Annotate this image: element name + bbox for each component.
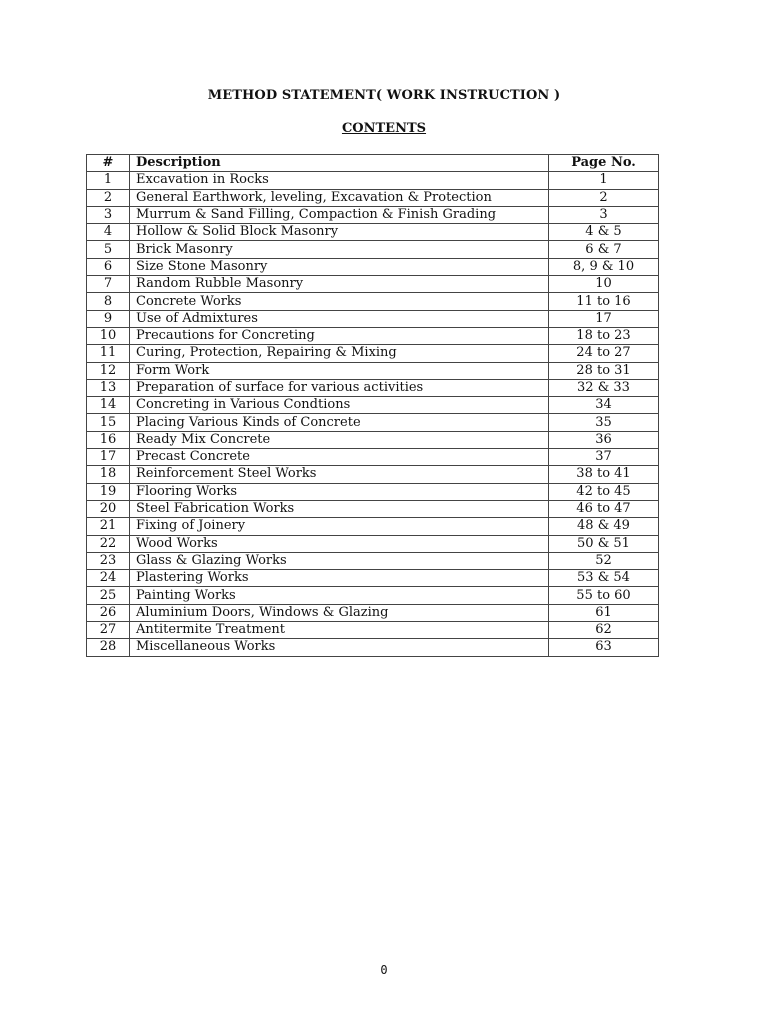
row-page-no: 52 xyxy=(549,552,659,569)
table-row xyxy=(87,431,659,448)
row-description: Flooring Works xyxy=(130,483,549,500)
table-row xyxy=(87,449,659,466)
row-page-no: 35 xyxy=(549,414,659,431)
table-header-row xyxy=(87,155,659,172)
row-number: 15 xyxy=(87,414,130,431)
row-page-no: 1 xyxy=(549,172,659,189)
table-row xyxy=(87,258,659,275)
row-number: 10 xyxy=(87,327,130,344)
table-row xyxy=(87,518,659,535)
table-row xyxy=(87,535,659,552)
row-description: Curing, Protection, Repairing & Mixing xyxy=(130,345,549,362)
header-description: Description xyxy=(130,155,549,172)
row-description: Size Stone Masonry xyxy=(130,258,549,275)
table-row xyxy=(87,327,659,344)
table-row xyxy=(87,397,659,414)
table-row xyxy=(87,241,659,258)
row-number: 28 xyxy=(87,639,130,656)
row-page-no: 61 xyxy=(549,604,659,621)
table-row xyxy=(87,276,659,293)
table-row xyxy=(87,310,659,327)
row-number: 4 xyxy=(87,224,130,241)
row-description: Excavation in Rocks xyxy=(130,172,549,189)
row-page-no: 36 xyxy=(549,431,659,448)
row-number: 18 xyxy=(87,466,130,483)
table-row xyxy=(87,189,659,206)
row-page-no: 6 & 7 xyxy=(549,241,659,258)
row-page-no: 32 & 33 xyxy=(549,379,659,396)
row-number: 6 xyxy=(87,258,130,275)
row-description: Use of Admixtures xyxy=(130,310,549,327)
row-number: 27 xyxy=(87,622,130,639)
row-page-no: 50 & 51 xyxy=(549,535,659,552)
row-number: 1 xyxy=(87,172,130,189)
row-number: 14 xyxy=(87,397,130,414)
row-number: 5 xyxy=(87,241,130,258)
table-row xyxy=(87,293,659,310)
row-number: 21 xyxy=(87,518,130,535)
row-number: 16 xyxy=(87,431,130,448)
row-description: Painting Works xyxy=(130,587,549,604)
row-description: Plastering Works xyxy=(130,570,549,587)
row-description: Concreting in Various Condtions xyxy=(130,397,549,414)
row-number: 11 xyxy=(87,345,130,362)
row-page-no: 37 xyxy=(549,449,659,466)
row-page-no: 11 to 16 xyxy=(549,293,659,310)
document-title: METHOD STATEMENT( WORK INSTRUCTION ) xyxy=(207,88,561,103)
table-row xyxy=(87,639,659,656)
row-description: Brick Masonry xyxy=(130,241,549,258)
row-description: Concrete Works xyxy=(130,293,549,310)
row-page-no: 38 to 41 xyxy=(549,466,659,483)
row-number: 17 xyxy=(87,449,130,466)
page-number: 0 xyxy=(380,963,388,977)
row-page-no: 18 to 23 xyxy=(549,327,659,344)
row-number: 7 xyxy=(87,276,130,293)
row-page-no: 8, 9 & 10 xyxy=(549,258,659,275)
row-page-no: 46 to 47 xyxy=(549,500,659,517)
table-row xyxy=(87,587,659,604)
row-description: Fixing of Joinery xyxy=(130,518,549,535)
table-row xyxy=(87,483,659,500)
row-description: Precautions for Concreting xyxy=(130,327,549,344)
header-page-no: Page No. xyxy=(549,155,659,172)
row-number: 23 xyxy=(87,552,130,569)
table-row xyxy=(87,224,659,241)
table-row xyxy=(87,622,659,639)
row-page-no: 53 & 54 xyxy=(549,570,659,587)
row-number: 25 xyxy=(87,587,130,604)
row-description: Reinforcement Steel Works xyxy=(130,466,549,483)
row-page-no: 48 & 49 xyxy=(549,518,659,535)
table-row xyxy=(87,414,659,431)
contents-table-body xyxy=(87,172,659,656)
table-row xyxy=(87,570,659,587)
row-number: 2 xyxy=(87,189,130,206)
row-description: Steel Fabrication Works xyxy=(130,500,549,517)
row-number: 3 xyxy=(87,206,130,223)
row-page-no: 17 xyxy=(549,310,659,327)
table-row xyxy=(87,604,659,621)
row-description: Glass & Glazing Works xyxy=(130,552,549,569)
row-description: Precast Concrete xyxy=(130,449,549,466)
table-row xyxy=(87,172,659,189)
row-page-no: 63 xyxy=(549,639,659,656)
contents-table xyxy=(86,154,659,657)
row-page-no: 3 xyxy=(549,206,659,223)
row-number: 26 xyxy=(87,604,130,621)
row-page-no: 42 to 45 xyxy=(549,483,659,500)
row-description: Aluminium Doors, Windows & Glazing xyxy=(130,604,549,621)
table-row xyxy=(87,552,659,569)
table-row xyxy=(87,500,659,517)
row-description: Placing Various Kinds of Concrete xyxy=(130,414,549,431)
row-description: Form Work xyxy=(130,362,549,379)
contents-heading: CONTENTS xyxy=(341,121,427,136)
row-number: 13 xyxy=(87,379,130,396)
row-number: 20 xyxy=(87,500,130,517)
row-number: 8 xyxy=(87,293,130,310)
row-description: Miscellaneous Works xyxy=(130,639,549,656)
table-row xyxy=(87,379,659,396)
row-page-no: 24 to 27 xyxy=(549,345,659,362)
table-row xyxy=(87,362,659,379)
row-page-no: 10 xyxy=(549,276,659,293)
row-description: Hollow & Solid Block Masonry xyxy=(130,224,549,241)
row-number: 22 xyxy=(87,535,130,552)
row-page-no: 28 to 31 xyxy=(549,362,659,379)
row-description: Preparation of surface for various activities xyxy=(130,379,549,396)
row-description: Random Rubble Masonry xyxy=(130,276,549,293)
row-number: 9 xyxy=(87,310,130,327)
row-page-no: 4 & 5 xyxy=(549,224,659,241)
row-page-no: 34 xyxy=(549,397,659,414)
row-page-no: 55 to 60 xyxy=(549,587,659,604)
row-description: Antitermite Treatment xyxy=(130,622,549,639)
row-number: 24 xyxy=(87,570,130,587)
row-number: 12 xyxy=(87,362,130,379)
row-description: Wood Works xyxy=(130,535,549,552)
row-page-no: 62 xyxy=(549,622,659,639)
header-number: # xyxy=(87,155,130,172)
row-description: Ready Mix Concrete xyxy=(130,431,549,448)
row-page-no: 2 xyxy=(549,189,659,206)
row-number: 19 xyxy=(87,483,130,500)
row-description: General Earthwork, leveling, Excavation & Protection xyxy=(130,189,549,206)
table-row xyxy=(87,466,659,483)
row-description: Murrum & Sand Filling, Compaction & Finish Grading xyxy=(130,206,549,223)
table-row xyxy=(87,206,659,223)
table-row xyxy=(87,345,659,362)
